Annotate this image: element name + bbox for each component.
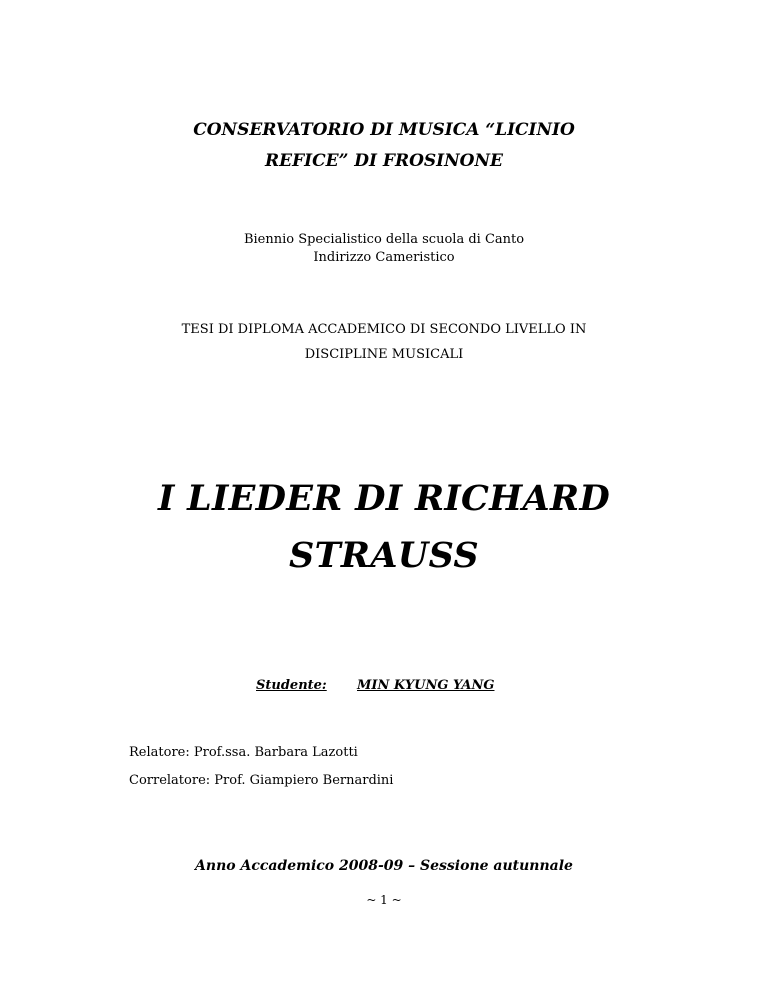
student-label: Studente:	[256, 678, 327, 693]
program-line-1: Biennio Specialistico della scuola di Canto	[243, 232, 525, 247]
relatore: Relatore: Prof.ssa. Barbara Lazotti	[129, 745, 358, 760]
page-number: ~ 1 ~	[366, 893, 402, 907]
thesis-type-line-2: DISCIPLINE MUSICALI	[304, 347, 464, 362]
thesis-type-line-1: TESI DI DIPLOMA ACCADEMICO DI SECONDO LIVELLO IN	[181, 322, 587, 337]
academic-year: Anno Accademico 2008-09 – Sessione autunnale	[195, 858, 573, 874]
student-name: MIN KYUNG YANG	[357, 678, 495, 693]
thesis-title-line-2: STRAUSS	[289, 535, 479, 576]
institution-name-line-2: REFICE” DI FROSINONE	[265, 151, 503, 171]
thesis-title-line-1: I LIEDER DI RICHARD	[157, 478, 611, 519]
program-line-2: Indirizzo Cameristico	[313, 250, 455, 265]
correlatore: Correlatore: Prof. Giampiero Bernardini	[129, 773, 394, 788]
institution-name-line-1: CONSERVATORIO DI MUSICA “LICINIO	[193, 120, 575, 140]
